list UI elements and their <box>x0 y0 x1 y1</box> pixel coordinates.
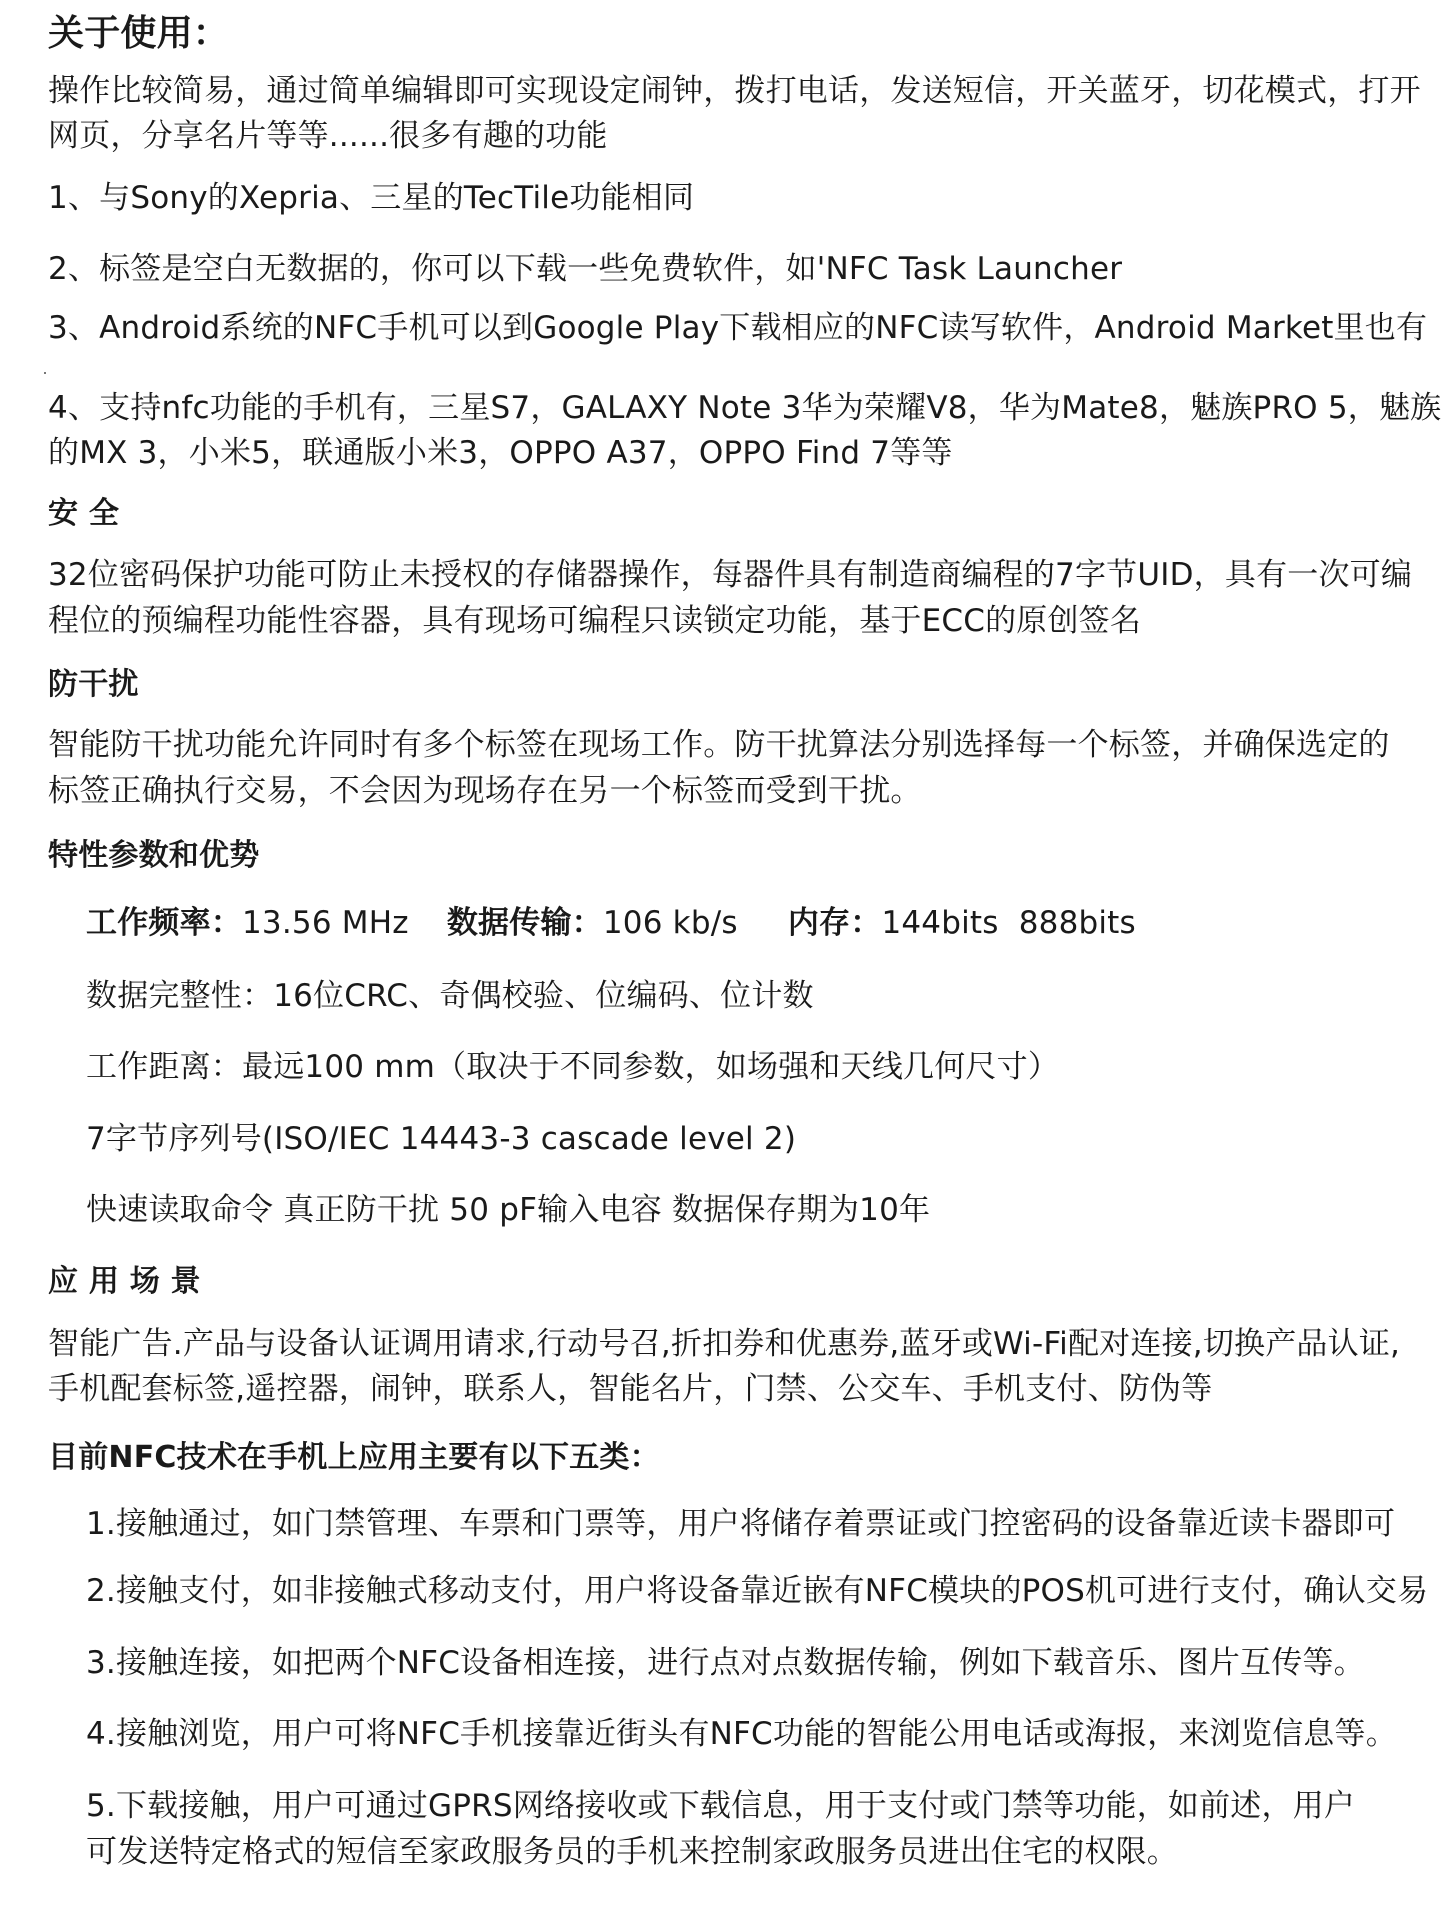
nfc-apps-item-5-line-1: 5.下载接触，用户可通过GPRS网络接收或下载信息，用于支付或门禁等功能，如前述，用户 <box>86 1788 1356 1824</box>
usage-item-3: 3、Android系统的NFC手机可以到Google Play下载相应的NFC读写软件，Android Market里也有 <box>48 310 1428 346</box>
specs-heading: 特性参数和优势 <box>48 838 260 873</box>
anti-collision-line-2: 标签正确执行交易，不会因为现场存在另一个标签而受到干扰。 <box>48 773 922 809</box>
scenarios-line-1: 智能广告.产品与设备认证调用请求,行动号召,折扣券和优惠券,蓝牙或Wi-Fi配对连接,切换产品认证, <box>48 1326 1401 1362</box>
data-rate-label: 数据传输： <box>446 905 603 941</box>
usage-item-1: 1、与Sony的Xepria、三星的TecTile功能相同 <box>48 180 695 216</box>
usage-intro-line-2: 网页，分享名片等等......很多有趣的功能 <box>48 118 608 154</box>
specs-key-line <box>86 903 1136 943</box>
nfc-apps-heading: 目前NFC技术在手机上应用主要有以下五类： <box>48 1440 660 1475</box>
stray-dot <box>44 372 46 374</box>
usage-item-2: 2、标签是空白无数据的，你可以下载一些免费软件，如'NFC Task Launcher <box>48 251 1123 287</box>
specs-integrity: 数据完整性：16位CRC、奇偶校验、位编码、位计数 <box>86 978 814 1014</box>
nfc-apps-item-5-line-2: 可发送特定格式的短信至家政服务员的手机来控制家政服务员进出住宅的权限。 <box>86 1834 1178 1870</box>
usage-intro-line-1: 操作比较简易，通过简单编辑即可实现设定闹钟，拨打电话，发送短信，开关蓝牙，切花模式，打开 <box>48 73 1421 109</box>
anti-collision-heading: 防干扰 <box>48 667 139 702</box>
data-rate-value: 106 kb/s <box>602 905 738 941</box>
usage-item-4-line-1: 4、支持nfc功能的手机有，三星S7，GALAXY Note 3华为荣耀V8，华为Mate8，魅族PRO 5，魅族 <box>48 390 1442 426</box>
scenarios-heading: 应 用 场 景 <box>48 1264 201 1299</box>
scenarios-line-2: 手机配套标签,遥控器，闹钟，联系人，智能名片，门禁、公交车、手机支付、防伪等 <box>48 1371 1213 1407</box>
specs-distance: 工作距离：最远100 mm（取决于不同参数，如场强和天线几何尺寸） <box>86 1049 1060 1085</box>
usage-heading: 关于使用： <box>48 13 230 54</box>
frequency-value: 13.56 MHz <box>242 905 409 941</box>
nfc-apps-item-1: 1.接触通过，如门禁管理、车票和门票等，用户将储存着票证或门控密码的设备靠近读卡器即可 <box>86 1506 1396 1542</box>
security-line-2: 程位的预编程功能性容器，具有现场可编程只读锁定功能，基于ECC的原创签名 <box>48 603 1142 639</box>
specs-misc: 快速读取命令 真正防干扰 50 pF输入电容 数据保存期为10年 <box>86 1192 931 1228</box>
nfc-apps-item-2: 2.接触支付，如非接触式移动支付，用户将设备靠近嵌有NFC模块的POS机可进行支付，确认交易 <box>86 1573 1429 1609</box>
memory-label: 内存： <box>787 905 882 941</box>
anti-collision-line-1: 智能防干扰功能允许同时有多个标签在现场工作。防干扰算法分别选择每一个标签，并确保选定的 <box>48 727 1390 763</box>
nfc-apps-item-4: 4.接触浏览，用户可将NFC手机接靠近街头有NFC功能的智能公用电话或海报，来浏览信息等。 <box>86 1716 1397 1752</box>
nfc-apps-item-3: 3.接触连接，如把两个NFC设备相连接，进行点对点数据传输，例如下载音乐、图片互传等。 <box>86 1645 1365 1681</box>
security-heading: 安 全 <box>48 496 120 531</box>
memory-value: 144bits 888bits <box>881 905 1136 941</box>
specs-serial: 7字节序列号(ISO/IEC 14443-3 cascade level 2) <box>86 1121 797 1157</box>
frequency-label: 工作频率： <box>86 905 242 941</box>
usage-item-4-line-2: 的MX 3，小米5，联通版小米3，OPPO A37，OPPO Find 7等等 <box>48 435 953 471</box>
security-line-1: 32位密码保护功能可防止未授权的存储器操作，每器件具有制造商编程的7字节UID，具有一次可编 <box>48 557 1413 593</box>
